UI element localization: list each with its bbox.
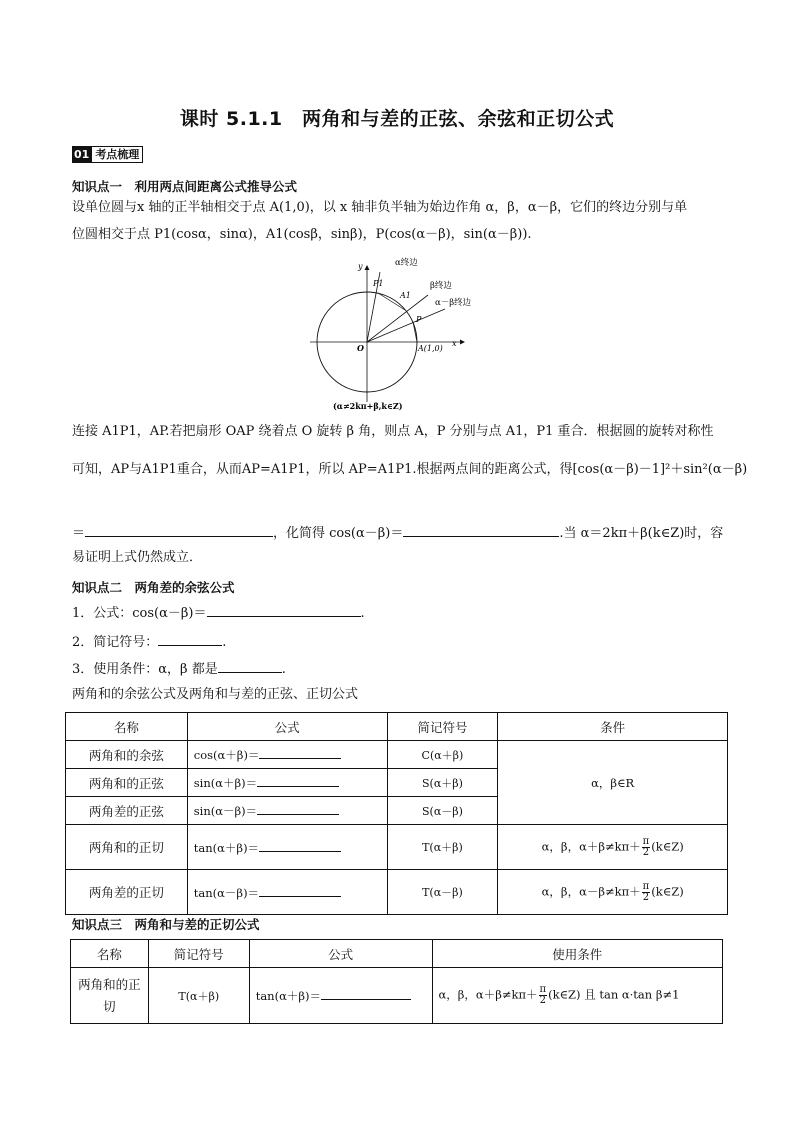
answer-blank-4[interactable] bbox=[158, 633, 222, 646]
table-row bbox=[71, 968, 723, 1024]
answer-blank-1[interactable] bbox=[85, 524, 273, 537]
kp1-line5-c: .当 α＝2kπ＋β(k∈Z)时，容 bbox=[559, 526, 724, 541]
row-formula bbox=[187, 797, 387, 825]
table-header: 名称 bbox=[66, 713, 188, 741]
frac-num: π bbox=[539, 984, 547, 995]
origin-label: O bbox=[357, 343, 364, 353]
figure-caption: (α≠2kπ+β,k∈Z) bbox=[333, 401, 403, 411]
table-row bbox=[66, 870, 728, 915]
section-badge-number: 01 bbox=[74, 148, 90, 161]
section-badge-label: 考点梳理 bbox=[91, 146, 143, 163]
pi-over-2 bbox=[642, 837, 651, 858]
table-header-row bbox=[66, 713, 728, 741]
frac-den: 2 bbox=[642, 846, 650, 858]
formula-blank[interactable] bbox=[257, 774, 339, 787]
table-header: 名称 bbox=[71, 940, 149, 968]
row-symbol: S(α－β) bbox=[387, 797, 498, 825]
point-P1-label: P1 bbox=[373, 279, 384, 288]
row-symbol: T(α＋β) bbox=[148, 968, 249, 1024]
section-badge bbox=[72, 146, 143, 163]
row-formula bbox=[187, 769, 387, 797]
kp2-item3: 3．使用条件：α，β 都是 . bbox=[72, 662, 286, 677]
formula-text: sin(α－β)＝ bbox=[193, 804, 258, 818]
frac-num: π bbox=[642, 835, 650, 847]
beta-ray-label: β终边 bbox=[430, 281, 452, 291]
page-title: 课时 5.1.1 两角和与差的正弦、余弦和正切公式 bbox=[179, 108, 615, 130]
row-symbol: S(α＋β) bbox=[387, 769, 498, 797]
tan-use-condition bbox=[432, 968, 722, 1024]
row-name: 两角和的正切 bbox=[71, 968, 149, 1024]
table-header: 简记符号 bbox=[148, 940, 249, 968]
answer-blank-3[interactable] bbox=[207, 604, 361, 617]
table-header: 公式 bbox=[187, 713, 387, 741]
x-axis-arrow-icon bbox=[460, 340, 465, 345]
kp1-line4: 可知，AP与A1P1重合，从而AP=A1P1，所以 AP=A1P1.根据两点间的距离公式，得[cos(α－β)－1]²＋sin²(α－β) bbox=[72, 462, 748, 477]
kp1-line5-b: ，化简得 cos(α－β)＝ bbox=[273, 526, 404, 541]
cond-text: α，β，α＋β≠kπ＋ bbox=[541, 839, 641, 853]
kp1-line6: 易证明上式仍然成立． bbox=[72, 550, 203, 565]
row-formula bbox=[249, 968, 432, 1024]
table-header: 公式 bbox=[249, 940, 432, 968]
row-formula bbox=[187, 870, 387, 915]
row-formula bbox=[187, 825, 387, 870]
row-name: 两角差的正弦 bbox=[66, 797, 188, 825]
formula-text: tan(α＋β)＝ bbox=[255, 989, 321, 1003]
tan-table bbox=[70, 939, 723, 1024]
cond-text: α，β，α＋β≠kπ＋ bbox=[438, 987, 538, 1002]
kp1-heading: 知识点一 利用两点间距离公式推导公式 bbox=[72, 179, 298, 194]
kp2-heading: 知识点二 两角差的余弦公式 bbox=[72, 580, 235, 595]
kp1-line2: 位圆相交于点 P1(cosα，sinα)，A1(cosβ，sinβ)，P(cos(α－β)，sin(α－β)). bbox=[72, 227, 532, 242]
table-header: 简记符号 bbox=[387, 713, 498, 741]
kp2-intro: 两角和的余弦公式及两角和与差的正弦、正切公式 bbox=[72, 687, 359, 702]
kp2-item3-text: 3．使用条件：α，β 都是 bbox=[72, 662, 218, 677]
table-header: 使用条件 bbox=[432, 940, 722, 968]
cond-text: α，β，α－β≠kπ＋ bbox=[541, 884, 641, 898]
pi-over-2 bbox=[539, 985, 548, 1006]
kp2-item1: 1．公式：cos(α－β)＝ . bbox=[72, 606, 365, 621]
formula-table bbox=[65, 712, 728, 915]
row-name: 两角和的正切 bbox=[66, 825, 188, 870]
answer-blank-5[interactable] bbox=[218, 660, 282, 673]
tan-table-header-row bbox=[71, 940, 723, 968]
formula-blank[interactable] bbox=[259, 884, 341, 897]
tan-sum-condition bbox=[498, 825, 728, 870]
kp2-item2-text: 2．简记符号： bbox=[72, 635, 159, 650]
y-axis-label: y bbox=[358, 262, 363, 271]
kp2-item2: 2．简记符号： . bbox=[72, 635, 227, 650]
row-symbol: C(α＋β) bbox=[387, 741, 498, 769]
pi-over-2 bbox=[642, 882, 651, 903]
row-symbol: T(α－β) bbox=[387, 870, 498, 915]
kp1-line1: 设单位圆与x 轴的正半轴相交于点 A(1,0)，以 x 轴非负半轴为始边作角 α，β，α－β，它们的终边分别与单 bbox=[72, 200, 688, 215]
kp1-line5-a: ＝ bbox=[72, 526, 86, 541]
y-axis-arrow-icon bbox=[365, 265, 370, 270]
formula-blank[interactable] bbox=[257, 802, 339, 815]
frac-den: 2 bbox=[642, 891, 650, 903]
frac-num: π bbox=[642, 880, 650, 892]
frac-den: 2 bbox=[539, 995, 546, 1006]
alpha-ray-label: α终边 bbox=[395, 258, 418, 268]
point-P-label: P bbox=[416, 315, 422, 324]
row-formula bbox=[187, 741, 387, 769]
answer-blank-2[interactable] bbox=[403, 524, 559, 537]
x-axis-label: x bbox=[452, 339, 457, 348]
formula-blank[interactable] bbox=[259, 746, 341, 759]
kp1-line3: 连接 A1P1，AP.若把扇形 OAP 绕着点 O 旋转 β 角，则点 A，P 分别与点 A1，P1 重合．根据圆的旋转对称性 bbox=[72, 424, 714, 439]
formula-text: tan(α＋β)＝ bbox=[193, 840, 260, 855]
row-name: 两角和的余弦 bbox=[66, 741, 188, 769]
point-A-label: A(1,0) bbox=[418, 344, 443, 353]
formula-text: cos(α＋β)＝ bbox=[193, 748, 260, 762]
unit-circle-figure bbox=[300, 252, 500, 414]
cond-post: (k∈Z) 且 tan α·tan β≠1 bbox=[548, 987, 680, 1002]
formula-blank[interactable] bbox=[321, 987, 411, 1000]
kp1-line5 bbox=[72, 524, 723, 543]
kp3-heading: 知识点三 两角和与差的正切公式 bbox=[72, 917, 260, 932]
cond-post: (k∈Z) bbox=[651, 884, 684, 898]
diff-ray-label: α－β终边 bbox=[435, 298, 472, 308]
row-name: 两角和的正弦 bbox=[66, 769, 188, 797]
row-name: 两角差的正切 bbox=[66, 870, 188, 915]
tan-diff-condition bbox=[498, 870, 728, 915]
point-A1-label: A1 bbox=[400, 291, 411, 300]
cond-post: (k∈Z) bbox=[651, 839, 684, 853]
formula-text: sin(α＋β)＝ bbox=[193, 776, 258, 790]
table-row bbox=[66, 825, 728, 870]
diff-ray bbox=[367, 309, 445, 342]
table-row bbox=[66, 741, 728, 769]
row-symbol: T(α＋β) bbox=[387, 825, 498, 870]
kp2-item1-text: 1．公式：cos(α－β)＝ bbox=[72, 606, 207, 621]
formula-text: tan(α－β)＝ bbox=[193, 885, 260, 900]
shared-condition: α，β∈R bbox=[498, 741, 728, 825]
formula-blank[interactable] bbox=[259, 839, 341, 852]
table-header: 条件 bbox=[498, 713, 728, 741]
